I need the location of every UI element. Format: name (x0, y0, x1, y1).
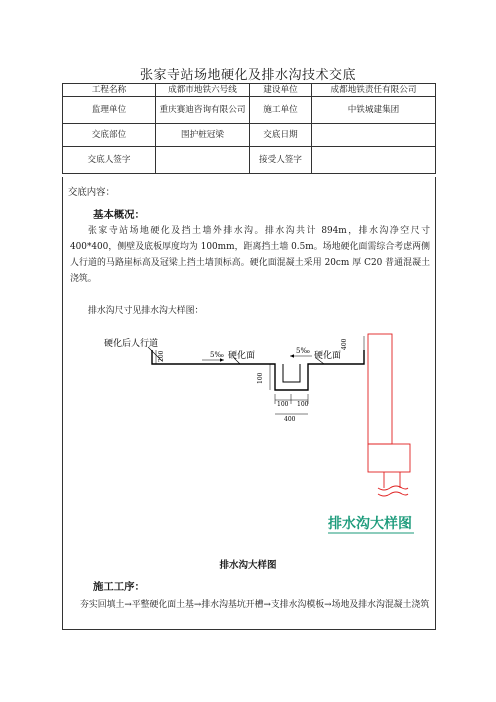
contractor-value: 中铁城建集团 (312, 97, 436, 124)
label-sidewalk: 硬化后人行道 (104, 339, 159, 349)
date-label: 交底日期 (250, 124, 312, 147)
supervisor-value: 重庆赛迪咨询有限公司 (156, 97, 250, 124)
drainage-ditch-drawing (100, 328, 420, 543)
project-name-label: 工程名称 (63, 84, 156, 97)
label-hardened-surface-2: 硬化面 (314, 351, 342, 361)
part-label: 交底部位 (63, 124, 156, 147)
date-value[interactable] (312, 124, 436, 147)
part-value: 围护桩冠梁 (156, 124, 250, 147)
signer-label: 交底人签字 (63, 147, 156, 174)
label-hardened-surface-1: 硬化面 (228, 351, 256, 361)
slope-left: 5‰ (210, 351, 224, 359)
receiver-label: 接受人签字 (250, 147, 312, 174)
ditch-inner-line (283, 364, 300, 382)
dim-100-a: 100 (277, 401, 289, 408)
builder-label: 建设单位 (250, 84, 312, 97)
signer-value[interactable] (156, 147, 250, 174)
receiver-value[interactable] (312, 147, 436, 174)
info-table (62, 83, 436, 174)
drawing-reference-paragraph: 排水沟尺寸见排水沟大样图： (88, 306, 204, 316)
document-title: 张家寺站场地硬化及排水沟技术交底 (139, 68, 356, 83)
retaining-wall (368, 334, 392, 444)
supervisor-label: 监理单位 (63, 97, 156, 124)
dim-100-b: 100 (297, 401, 309, 408)
builder-value: 成都地铁责任有限公司 (312, 84, 436, 97)
section-overview-title: 基本概况： (93, 209, 145, 221)
section-procedure-title: 施工工序： (93, 581, 145, 593)
dim-200: 200 (158, 350, 165, 362)
contractor-label: 施工单位 (250, 97, 312, 124)
dim-400-horizontal: 400 (284, 416, 296, 423)
procedure-paragraph: 夯实回填土→平整硬化面土基→排水沟基坑开槽→支排水沟模板→场地及排水沟混凝土浇筑 (80, 600, 430, 610)
content-label: 交底内容： (68, 187, 115, 198)
figure-caption: 排水沟大样图 (219, 560, 277, 571)
drawing-stamp: 排水沟大样图 (328, 516, 412, 532)
dim-400-vertical: 400 (341, 338, 348, 350)
slope-right: 5‰ (296, 347, 310, 355)
project-name-value: 成都市地铁六号线 (156, 84, 250, 97)
dim-100-vertical: 100 (257, 372, 264, 384)
wall-footing (368, 444, 410, 472)
overview-paragraph: 张家寺站场地硬化及挡土墙外排水沟。排水沟共计 894m，排水沟净空尺寸 400*400，侧壁及底板厚度均为 100mm，距离挡土墙 0.5m。场地硬化面需综合考虑两侧人行道的马路崖标高及冠梁上挡土墙顶标高。硬化面混凝土采用 20cm 厚 C20 普通混凝土浇筑。 (70, 226, 430, 284)
